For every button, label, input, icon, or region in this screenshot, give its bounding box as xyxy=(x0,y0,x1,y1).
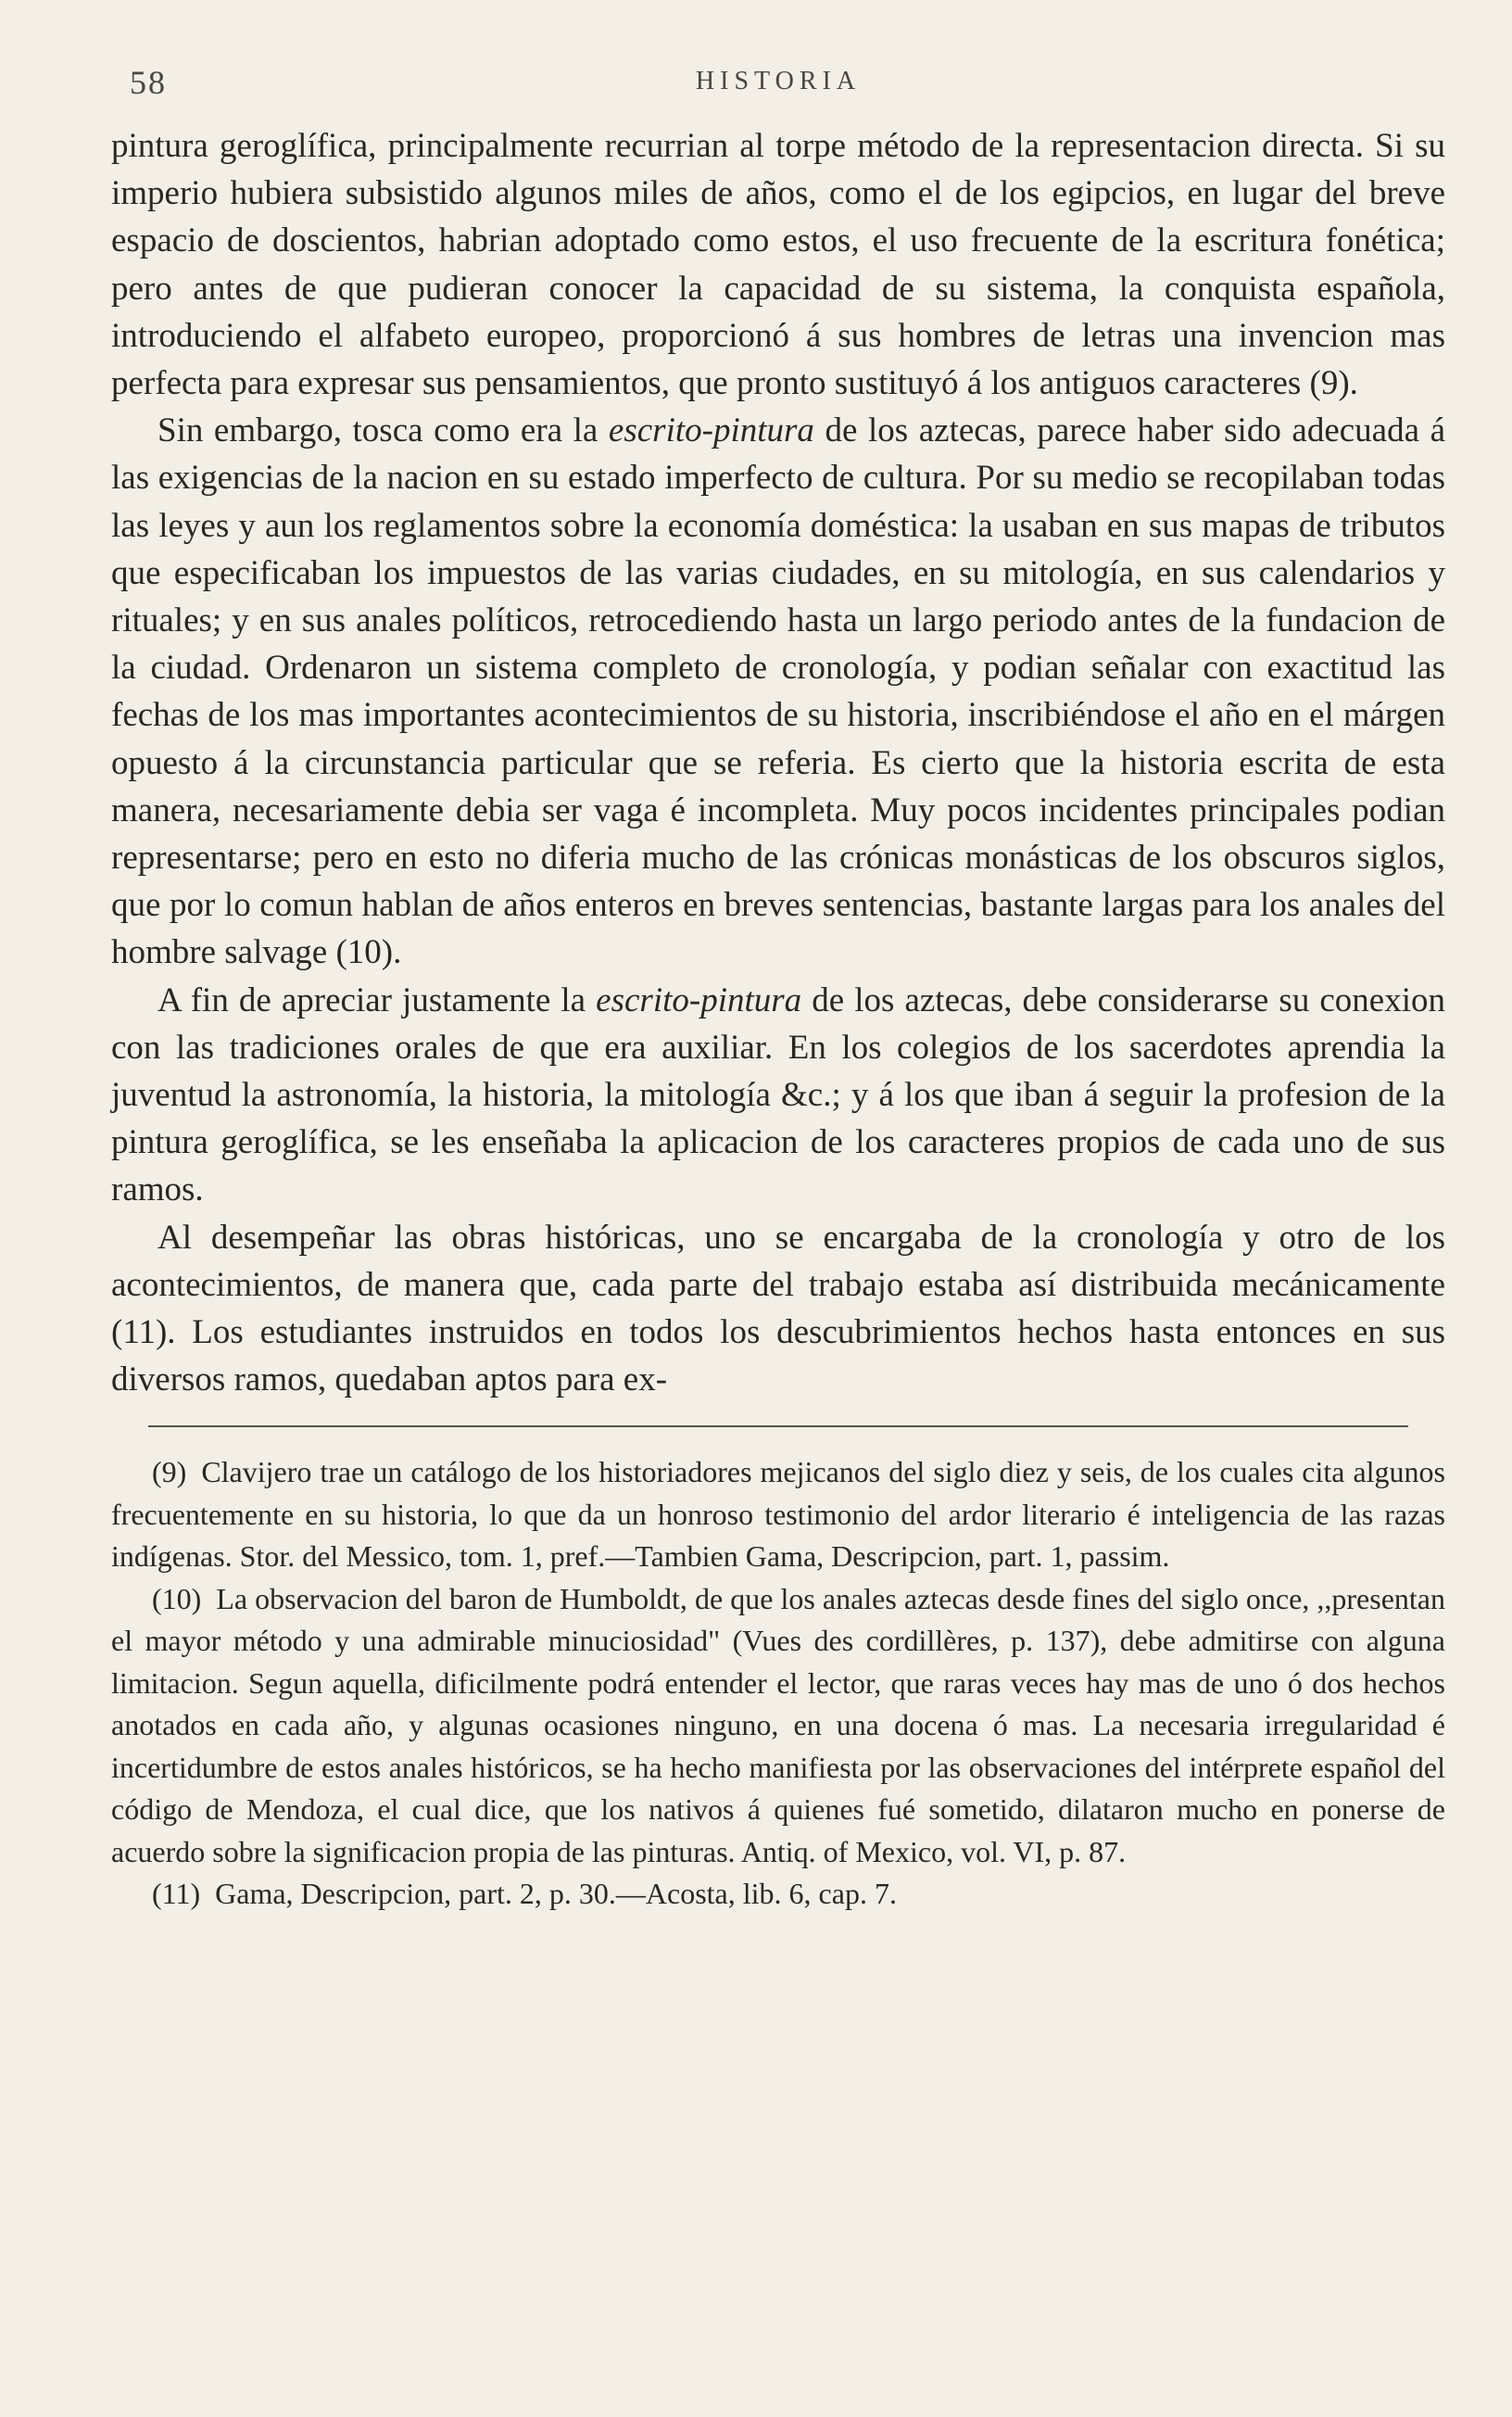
paragraph-1 xyxy=(111,122,1445,407)
footnote-9-ref: (9) xyxy=(152,1455,187,1489)
footnote-9 xyxy=(111,1451,1445,1578)
footnote-separator xyxy=(148,1425,1408,1427)
paragraph-3 xyxy=(111,977,1445,1214)
main-text xyxy=(111,122,1445,1403)
paragraph-2-start: Sin embargo, tosca como era la xyxy=(158,411,598,450)
paragraph-3-start: A fin de apreciar justamente la xyxy=(158,981,586,1019)
footnote-10 xyxy=(111,1578,1445,1874)
paragraph-4-text: Al desempeñar las obras históricas, uno se encargaba de la cronología y otro de los acontecimientos, de manera que, cada parte del trabajo estaba así distribuida mecánicamente (11). Los estudiantes instruidos en todos los descubrimientos hechos hasta entonces en sus diversos ramos, quedaban aptos para ex- xyxy=(111,1218,1445,1399)
footnote-10-text: La observacion del baron de Humboldt, de que los anales aztecas desde fines del siglo once, ,,presentan el mayor método y una admirable minuciosidad" (Vues des cordillères, p. 137), debe admitirse con alguna limitacion. Segun aquella, dificilmente podrá entender el lector, que raras veces hay mas de uno ó dos hechos anotados en cada año, y algunas ocasiones ninguno, en una docena ó mas. La necesaria irregularidad é incertidumbre de estos anales históricos, se ha hecho manifiesta por las observaciones del intérprete español del código de Mendoza, el cual dice, que los nativos á quienes fué sometido, dilataron mucho en ponerse de acuerdo sobre la significacion propia de las pinturas. Antiq. of Mexico, vol. VI, p. 87. xyxy=(111,1581,1445,1868)
footnote-9-text: Clavijero trae un catálogo de los historiadores mejicanos del siglo diez y seis, de los cuales cita algunos frecuentemente en su historia, lo que da un honroso testimonio del ardor literario é inteligencia de las razas indígenas. Stor. del Messico, tom. 1, pref.—Tambien Gama, Descripcion, part. 1, passim. xyxy=(111,1455,1445,1574)
paragraph-2-italic-term: escrito-pintura xyxy=(608,411,814,450)
paragraph-4 xyxy=(111,1214,1445,1404)
paragraph-3-end: de los aztecas, debe considerarse su conexion con las tradiciones orales de que era auxiliar. En los colegios de los sacerdotes aprendia la juventud la astronomía, la historia, la mitología &c.; y á los que iban á seguir la profesion de la pintura geroglífica, se les enseñaba la aplicacion de los caracteres propios de cada uno de sus ramos. xyxy=(111,981,1445,1209)
paragraph-3-italic-term: escrito-pintura xyxy=(596,981,802,1019)
footnote-10-ref: (10) xyxy=(152,1581,202,1615)
page-number: 58 xyxy=(130,64,167,101)
footnote-11 xyxy=(111,1873,1445,1916)
paragraph-2-end: de los aztecas, parece haber sido adecuada á las exigencias de la nacion en su estado imperfecto de cultura. Por su medio se recopilaban todas las leyes y aun los reglamentos sobre la economía doméstica: la usaban en sus mapas de tributos que especificaban los impuestos de las varias ciudades, en su mitología, en sus calendarios y rituales; y en sus anales políticos, retrocediendo hasta un largo periodo antes de la fundacion de la ciudad. Ordenaron un sistema completo de cronología, y podian señalar con exactitud las fechas de los mas importantes acontecimientos de su historia, inscribiéndose el año en el márgen opuesto á la circunstancia particular que se referia. Es cierto que la historia escrita de esta manera, necesariamente debia ser vaga é incompleta. Muy pocos incidentes principales podian representarse; pero en esto no diferia mucho de las crónicas monásticas de los obscuros siglos, que por lo comun hablan de años enteros en breves sentencias, bastante largas para los anales del hombre salvage (10). xyxy=(111,411,1446,972)
paragraph-1-text: pintura geroglífica, principalmente recurrian al torpe método de la representacion directa. Si su imperio hubiera subsistido algunos miles de años, como el de los egipcios, en lugar del breve espacio de doscientos, habrian adoptado como estos, el uso frecuente de la escritura fonética; pero antes de que pudieran conocer la capacidad de su sistema, la conquista española, introduciendo el alfabeto europeo, proporcionó á sus hombres de letras una invencion mas perfecta para expresar sus pensamientos, que pronto sustituyó á los antiguos caracteres (9). xyxy=(111,127,1445,403)
footnote-11-ref: (11) xyxy=(152,1877,201,1911)
footnotes xyxy=(111,1451,1445,1916)
running-head xyxy=(111,57,1445,122)
book-page xyxy=(111,57,1445,1916)
running-title: HISTORIA xyxy=(695,67,862,95)
paragraph-2 xyxy=(111,407,1445,976)
footnote-11-text: Gama, Descripcion, part. 2, p. 30.—Acosta, lib. 6, cap. 7. xyxy=(215,1877,897,1911)
